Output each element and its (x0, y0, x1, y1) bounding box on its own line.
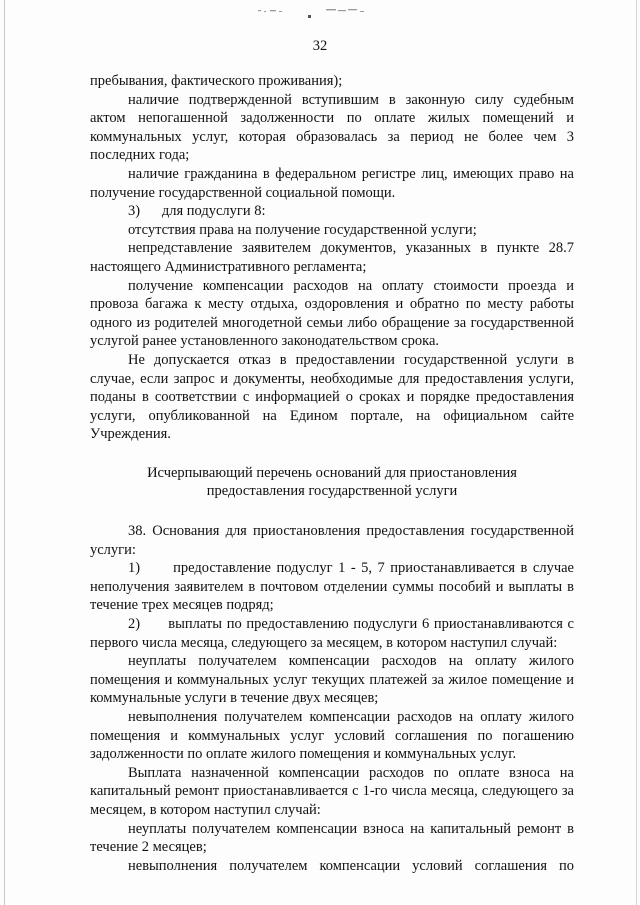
paragraph: 2) выплаты по предоставлению подуслуги 6 приостанавливаются с первого числа месяца, следующего за месяцем, в котором наступил случай: (90, 616, 574, 651)
paragraph: Выплата назначенной компенсации расходов по оплате взноса на капитальный ремонт приостанавливается с 1-го числа месяца, следующего за месяцем, в котором наступил случай: (90, 764, 574, 818)
paragraph: неуплаты получателем компенсации расходов на оплату жилого помещения и коммунальных услуг текущих платежей за жилое помещение и коммунальные услуги в течение двух месяцев; (90, 653, 574, 707)
paragraph: 1) предоставление подуслуг 1 - 5, 7 приостанавливается в случае неполучения заявителем в почтовом отделении суммы пособий и выплаты в течение трех месяцев подряд; (90, 560, 574, 614)
paragraph: непредставление заявителем документов, указанных в пункте 28.7 настоящего Административного регламента; (90, 240, 574, 275)
paragraph: получение компенсации расходов на оплату стоимости проезда и провоза багажа к месту отдыха, оздоровления и обратно по месту работы одного из родителей многодетной семьи либо обращение за государственной услугой ранее установленного законодательством срока. (90, 277, 574, 350)
scan-artifact-marks (250, 4, 380, 20)
paragraph: наличие гражданина в федеральном регистре лиц, имеющих право на получение государственной социальной помощи. (90, 165, 574, 201)
paragraph: пребывания, фактического проживания); (90, 73, 343, 89)
scan-edge-left (4, 0, 5, 905)
document-body (90, 72, 574, 875)
text-block-suspension-grounds (90, 522, 574, 875)
paragraph: наличие подтвержденной вступившим в законную силу судебным актом непогашенной задолженности по оплате жилых помещений и коммунальных услуг, которая образовалась за период не более чем 3 последних года; (90, 91, 574, 164)
paragraph: неуплаты получателем компенсации взноса на капитальный ремонт в течение 2 месяцев; (90, 820, 574, 856)
paragraph: Не допускается отказ в предоставлении государственной услуги в случае, если запрос и документы, необходимые для предоставления услуги, поданы в соответствии с информацией о сроках и порядке предоставления услуги, опубликованной на Едином портале, на официальном сайте Учреждения. (90, 351, 574, 443)
paragraph: невыполнения получателем компенсации условий соглашения по (128, 857, 574, 874)
section-heading-line-1: Исчерпывающий перечень оснований для приостановления (147, 464, 517, 481)
paragraph: отсутствия права на получение государственной услуги; (128, 221, 477, 238)
page-number: 32 (312, 38, 328, 54)
text-block-refusal-grounds (90, 72, 574, 444)
section-heading-line-2: предоставления государственной услуги (206, 483, 458, 500)
paragraph: 38. Основания для приостановления предоставления государственной услуги: (90, 523, 574, 558)
paragraph: 3) для подуслуги 8: (128, 203, 266, 220)
paragraph: невыполнения получателем компенсации расходов на оплату жилого помещения и коммунальных услуг условий соглашения по погашению задолженности по оплате жилого помещения и коммунальных услуг. (90, 709, 574, 763)
scan-edge-right (636, 0, 637, 905)
